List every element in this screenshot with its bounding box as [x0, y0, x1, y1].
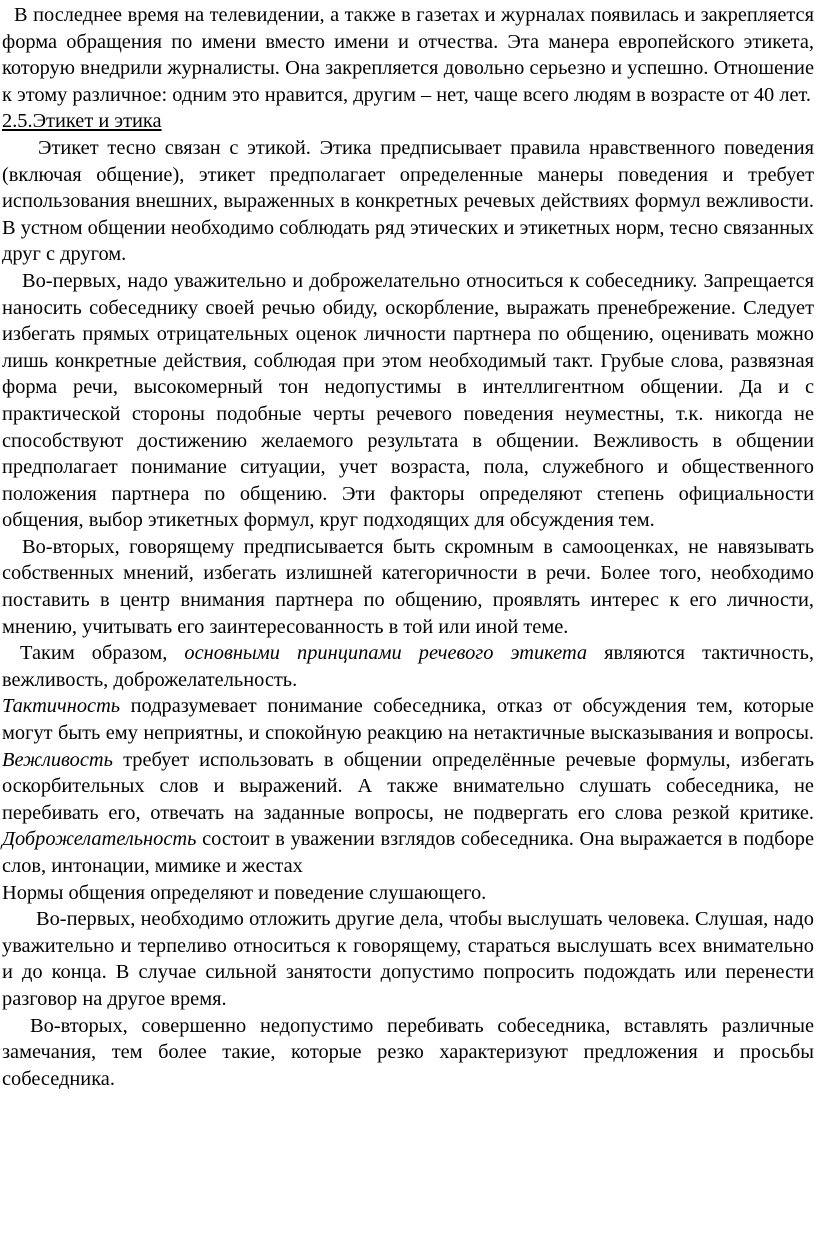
tact-text: подразумевает понимание собеседника, отказ от обсуждения тем, которые могут быть ему неприятны, и спокойную реакцию на нетактичные высказывания и вопросы.: [2, 695, 814, 745]
kindness-text: состоит в уважении взглядов собеседника. Она выражается в подборе слов, интонации, мимике и жестах: [2, 828, 814, 877]
listener-second-paragraph: Во-вторых, совершенно недопустимо перебивать собеседника, вставлять различные замечания, тем более такие, которые резко характеризуют предложения и просьбы собеседника.: [2, 1014, 814, 1090]
principles-italic: основными принципами речевого этикета: [184, 642, 588, 665]
second-rule-paragraph: Во-вторых, говорящему предписывается быть скромным в самооценках, не навязывать собственных мнений, избегать излишней категоричности в речи. Более того, необходимо поставить в центр внимания партнера по общению, проявлять интерес к его личности, мнению, учитывать его заинтересованность в той или иной теме.: [2, 535, 814, 638]
listener-first-paragraph: Во-первых, необходимо отложить другие дела, чтобы выслушать человека. Слушая, надо уважительно и терпеливо относиться к говорящему, стараться выслушать всех внимательно и до конца. В случае сильной занятости допустимо попросить подождать или перенести разговор на другое время.: [2, 908, 814, 1010]
norms-line: Нормы общения определяют и поведение слушающего.: [2, 881, 487, 904]
kindness-term: Доброжелательность: [2, 828, 197, 851]
principles-rest: являются тактичность, вежливость, доброжелательность.: [2, 642, 814, 691]
principles-lead: Таким образом,: [20, 642, 185, 665]
tact-term: Тактичность: [2, 695, 121, 718]
first-rule-paragraph: Во-первых, надо уважительно и доброжелательно относиться к собеседнику. Запрещается наносить собеседнику своей речью обиду, оскорбление, выражать пренебрежение. Следует избегать прямых отрицательных оценок личности партнера по общению, оценивать можно лишь конкретные действия, соблюдая при этом необходимый такт. Грубые слова, развязная форма речи, высокомерный тон недопустимы в интеллигентном общении. Да и с практической стороны подобные черты речевого поведения неуместны, т.к. никогда не способствуют достижению желаемого результата в общении. Вежливость в общении предполагает понимание ситуации, учет возраста, пола, служебного и общественного положения партнера по общению. Эти факторы определяют степень официальности общения, выбор этикетных формул, круг подходящих для обсуждения тем.: [2, 269, 814, 532]
politeness-term: Вежливость: [2, 748, 113, 771]
principles-paragraph: [2, 640, 814, 693]
definitions-paragraph: [2, 693, 814, 879]
intro-paragraph: В последнее время на телевидении, а также в газетах и журналах появилась и закрепляется форма обращения по имени вместо имени и отчества. Эта манера европейского этикета, которую внедрили журналисты. Она закрепляется довольно серьезно и успешно. Отношение к этому различное: одним это нравится, другим – нет, чаще всего людям в возрасте от 40 лет.: [2, 4, 814, 106]
section-heading: 2.5.Этикет и этика: [2, 110, 162, 133]
etiquette-paragraph: Этикет тесно связан с этикой. Этика предписывает правила нравственного поведения (включая общение), этикет предполагает определенные манеры поведения и требует использования внешних, выраженных в конкретных речевых действиях формул вежливости. В устном общении необходимо соблюдать ряд этических и этикетных норм, тесно связанных друг с другом.: [2, 136, 814, 266]
politeness-text: требует использовать в общении определённые речевые формулы, избегать оскорбительных слов и выражений. А также внимательно слушать собеседника, не перебивать его, отвечать на заданные вопросы, не подвергать его слова резкой критике.: [2, 748, 814, 824]
